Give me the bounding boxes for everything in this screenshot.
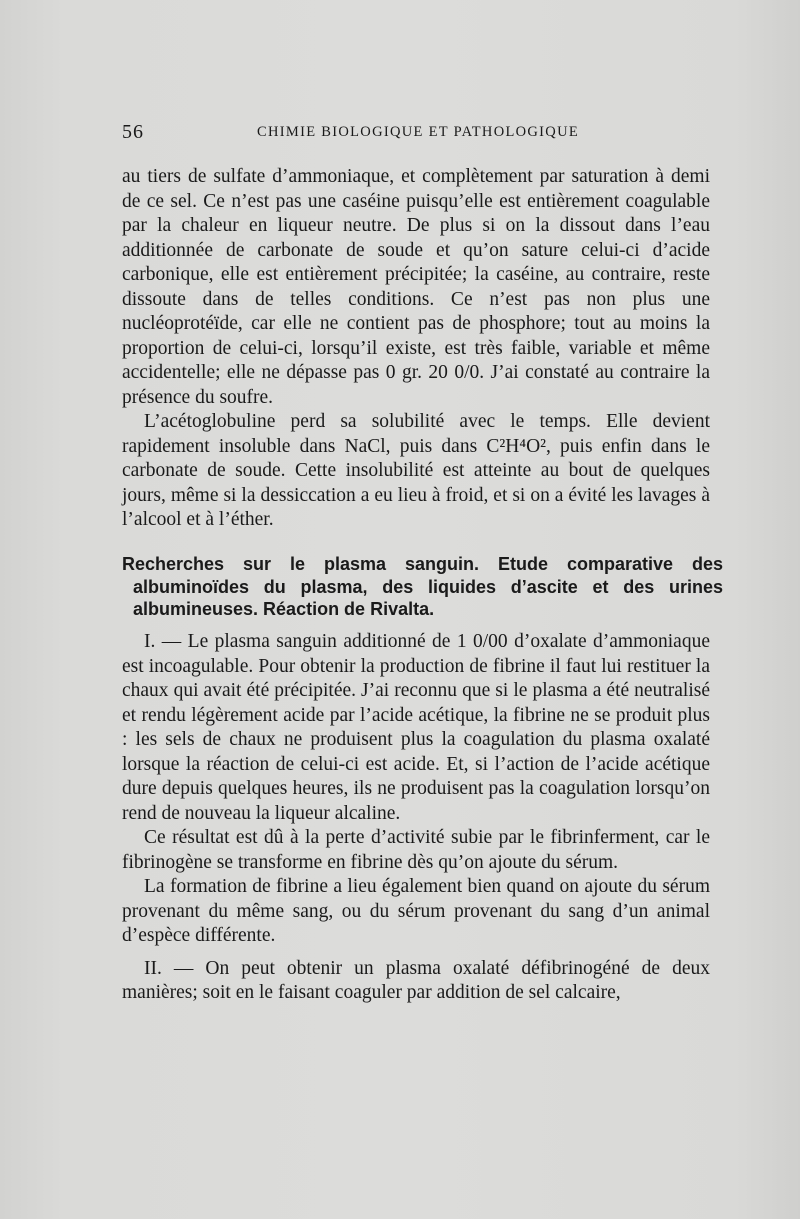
paragraph-section-two: II. — On peut obtenir un plasma oxalaté défibrinogéné de deux manières; soit en le faisant coaguler par addition de sel calcaire, — [122, 957, 710, 1003]
paragraph-gap — [122, 949, 710, 957]
section-heading: Recherches sur le plasma sanguin. Etude comparative des albuminoïdes du plasma, des liquides d’ascite et des urines albumineuses. Réaction de Rivalta. — [122, 554, 723, 619]
running-title: CHIMIE BIOLOGIQUE ET PATHOLOGIQUE — [257, 124, 580, 140]
bottom-text-block — [122, 630, 710, 1006]
page-number: 56 — [122, 121, 144, 143]
paragraph-fibrin-formation: La formation de fibrine a lieu également bien quand on ajoute du sérum provenant du même sang, ou du sérum provenant du sang d’un animal d’espèce différente. — [122, 876, 710, 946]
paragraph-acetoglobulin-properties: au tiers de sulfate d’ammoniaque, et complètement par saturation à demi de ce sel. Ce n’est pas une caséine puisqu’elle est entièrement coagulable par la chaleur en liqueur neutre. De plus si on la dissout dans l’eau additionnée de carbonate de soude et qu’on sature celui-ci d’acide carbonique, elle est entièrement précipitée; la caséine, au contraire, reste dissoute dans de telles conditions. Ce n’est pas non plus une nucléoprotéïde, car elle ne contient pas de phosphore; tout au moins la proportion de celui-ci, lorsqu’il existe, est très faible, variable et même accidentelle; elle ne dépasse pas 0 gr. 20 0/0. J’ai constaté au contraire la présence du soufre. — [122, 166, 710, 408]
paragraph-acetoglobulin-solubility: L’acétoglobuline perd sa solubilité avec le temps. Elle devient rapidement insoluble dans NaCl, puis dans C²H⁴O², puis enfin dans le carbonate de soude. Cette insolubilité est atteinte au bout de quelques jours, même si la dessiccation a eu lieu à froid, et si on a évité les lavages à l’alcool et à l’éther. — [122, 411, 710, 530]
paragraph-fibrinferment: Ce résultat est dû à la perte d’activité subie par le fibrinferment, car le fibrinogène se transforme en fibrine dès qu’on ajoute du sérum. — [122, 827, 710, 873]
paragraph-section-one: I. — Le plasma sanguin additionné de 1 0/00 d’oxalate d’ammoniaque est incoagulable. Pour obtenir la production de fibrine il faut lui restituer la chaux qui avait été précipitée. J’ai reconnu que si le plasma a été neutralisé et rendu légèrement acide par l’acide acétique, la fibrine ne se produit plus : les sels de chaux ne produisent plus la coagulation du plasma oxalaté lorsque la réaction de celui-ci est acide. Et, si l’action de l’acide acétique dure depuis quelques heures, ils ne produisent pas la coagulation lorsqu’on rend de nouveau la liqueur alcaline. — [122, 631, 710, 824]
top-text-block — [122, 165, 710, 533]
running-head — [122, 121, 710, 143]
